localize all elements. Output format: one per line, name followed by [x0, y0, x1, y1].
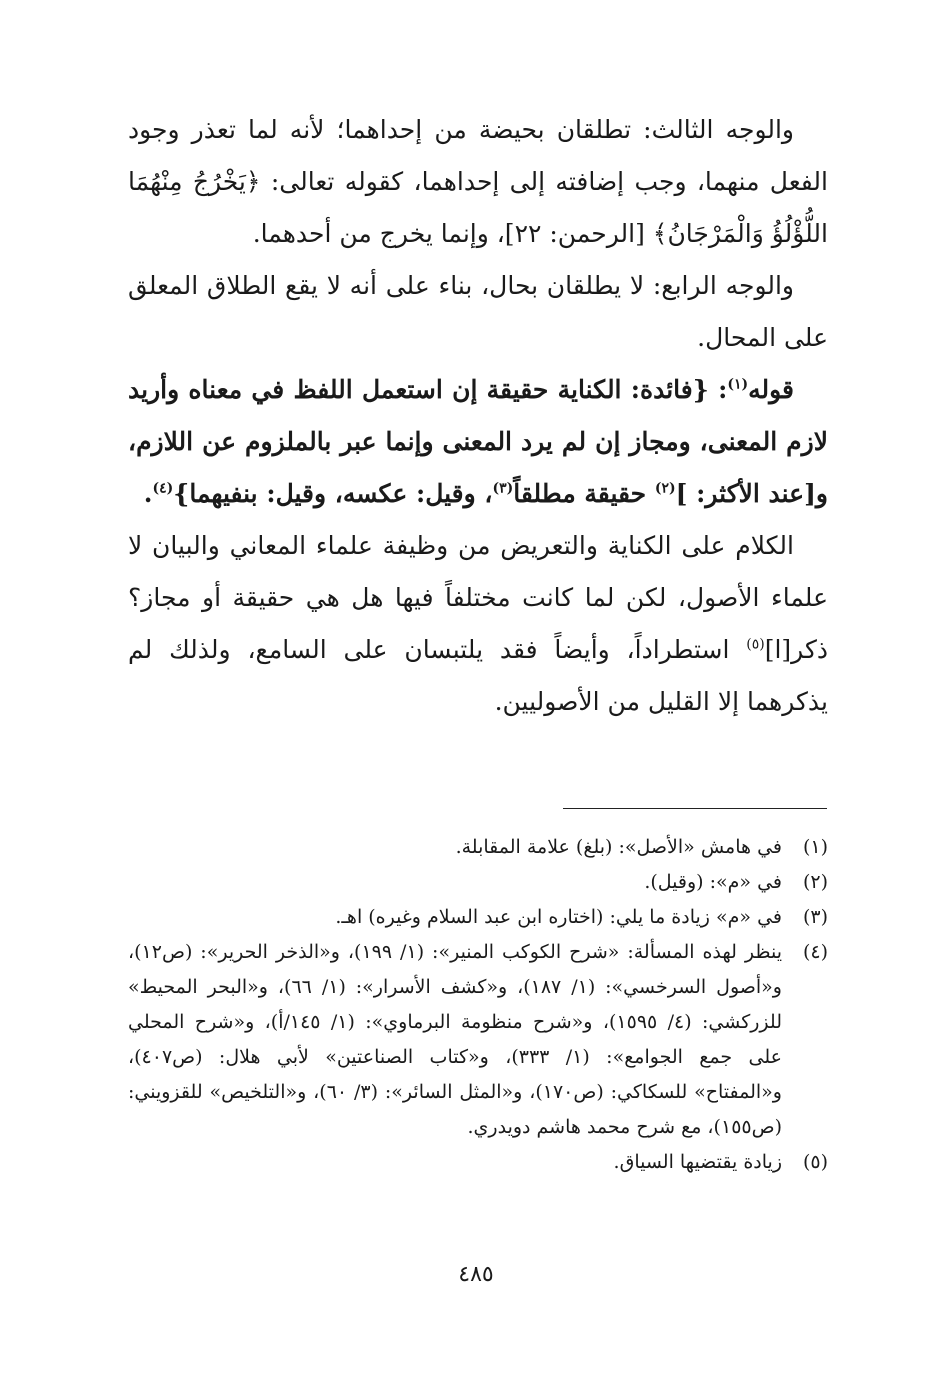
- quote-text-a: فائدة: الكناية حقيقة إن استعمل اللفظ في معناه وأريد لازم المعنى، ومجاز إن لم يرد المعنى وإنما عبر بالملزوم عن اللازم، و[عند الأكثر: ]: [128, 375, 828, 508]
- main-text: [128, 104, 828, 728]
- footnote-text: في هامش «الأصل»: (بلغ) علامة المقابلة.: [455, 836, 782, 858]
- footnote-ref-5: (٥): [746, 636, 765, 653]
- quote-end: .: [143, 479, 153, 508]
- commentary-text-b: استطراداً، وأيضاً فقد يلتبسان على السامع، ولذلك لم يذكرهما إلا القليل من الأصوليين.: [128, 635, 828, 716]
- footnote-ref-4: (٤): [152, 480, 174, 497]
- footnote-number: (٤): [802, 941, 828, 963]
- footnote-ref-3: (٣): [492, 480, 514, 497]
- footnote-ref-1: (١): [727, 376, 749, 393]
- paragraph-third-aspect: والوجه الثالث: تطلقان بحيضة من إحداهما؛ لأنه لما تعذر وجود الفعل منهما، وجب إضافته إلى إحداهما، كقوله تعالى: ﴿يَخْرُجُ مِنْهُمَا اللُّؤْلُؤُ وَالْمَرْجَانُ﴾ [الرحمن: ٢٢]، وإنما يخرج من أحدهما.: [128, 115, 828, 248]
- page-number: ٤٨٥: [458, 1262, 494, 1287]
- footnote-item: [128, 900, 828, 935]
- footnote-text: في «م»: (وقيل).: [644, 871, 782, 893]
- footnote-item: [128, 830, 828, 865]
- paragraph-commentary: [128, 520, 828, 728]
- footnote-number: (٣): [802, 906, 828, 928]
- footnote-text: ينظر لهذه المسألة: «شرح الكوكب المنير»: (١/ ١٩٩)، و«الذخر الحرير»: (ص١٢)، و«أصول السرخسي»: (١/ ١٨٧)، و«كشف الأسرار»: (١/ ٦٦)، و«البحر المحيط» للزركشي: (٤/ ١٥٩٥)، و«شرح منظومة البرماوي»: (١/ ١٤٥/أ)، و«شرح المحلي على جمع الجوامع»: (١/ ٣٣٣)، و«كتاب الصناعتين» لأبي هلال: (ص٤٠٧)، و«المفتاح» للسكاكي: (ص١٧٠)، و«المثل السائر»: (٣/ ٦٠)، و«التلخيص» للقزويني: (ص١٥٥)، مع شرح محمد هاشم دويدري.: [128, 941, 782, 1138]
- footnote-divider: [563, 808, 827, 809]
- paragraph-fourth-aspect: والوجه الرابع: لا يطلقان بحال، بناء على أنه لا يقع الطلاق المعلق على المحال.: [128, 271, 828, 352]
- footnote-number: (٥): [802, 1151, 828, 1173]
- footnote-number: (١): [802, 836, 828, 858]
- footnote-item: [128, 1145, 828, 1180]
- quote-open: : {: [692, 375, 728, 404]
- quote-text-b: حقيقة مطلقاً: [513, 479, 655, 508]
- quote-lead: قوله: [748, 375, 794, 404]
- footnote-item: [128, 865, 828, 900]
- footnote-number: (٢): [802, 871, 828, 893]
- footnote-text: زيادة يقتضيها السياق.: [613, 1151, 782, 1173]
- footnotes: [128, 830, 828, 1180]
- footnote-item: [128, 935, 828, 1145]
- commentary-text-a: الكلام على الكناية والتعريض من وظيفة علماء المعاني والبيان لا علماء الأصول، لكن لما كانت مختلفاً فيها هل هي حقيقة أو مجاز؟ ذكر[ا]: [128, 531, 828, 664]
- paragraph-metonymy-quote: [128, 364, 828, 520]
- quote-text-c: ، وقيل: عكسه، وقيل: بنفيهما}: [173, 479, 493, 508]
- footnote-ref-2: (٢): [654, 480, 676, 497]
- footnote-text: في «م» زيادة ما يلي: (اختاره ابن عبد السلام وغيره) اهـ.: [335, 906, 782, 928]
